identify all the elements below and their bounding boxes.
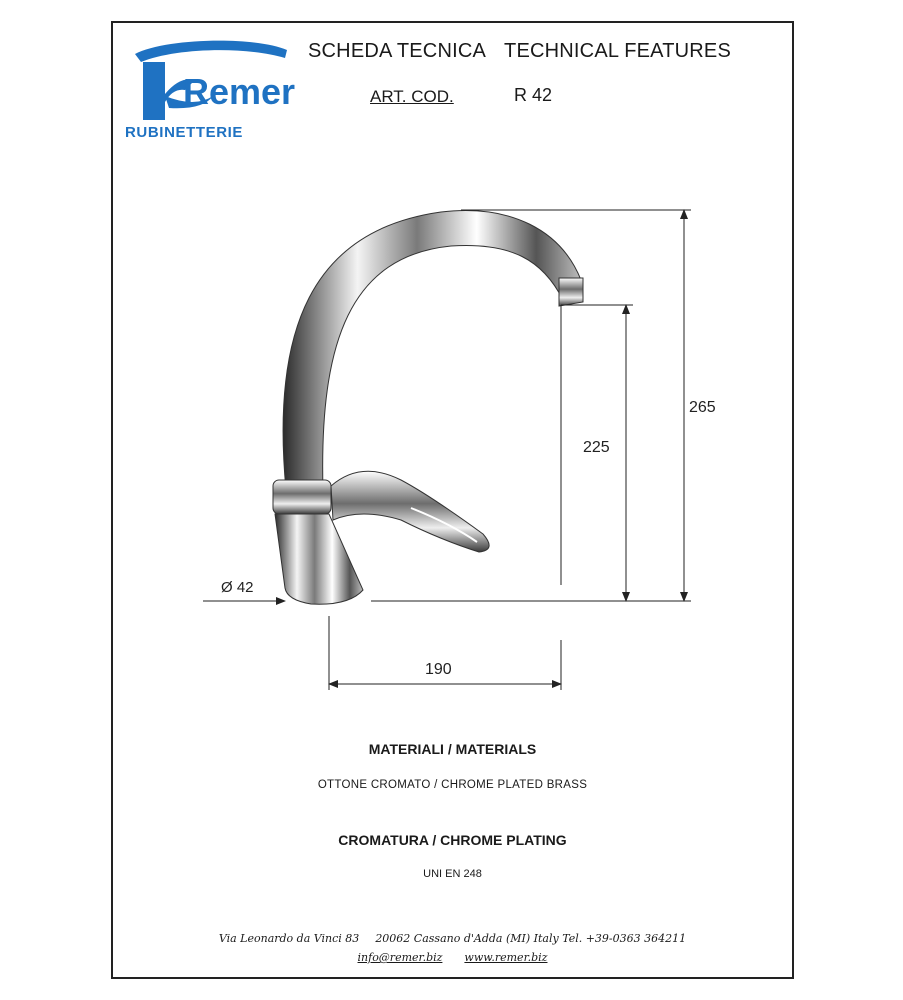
dim-total-height: 265 (689, 399, 716, 416)
footer-contacts (111, 951, 794, 964)
plating-value: UNI EN 248 (423, 868, 482, 880)
article-code-value: R 42 (514, 85, 553, 105)
footer-address (111, 932, 794, 945)
dimension-lines (203, 210, 691, 690)
dim-reach: 190 (425, 661, 452, 678)
title-italian: SCHEDA TECNICA (308, 40, 487, 62)
faucet-technical-drawing (111, 190, 794, 710)
materials-value: OTTONE CROMATO / CHROME PLATED BRASS (317, 779, 588, 791)
email-link[interactable]: info@remer.biz (357, 951, 443, 964)
brand-name: Remer (183, 71, 295, 112)
dim-spout-height: 225 (583, 439, 610, 456)
street-address: Via Leonardo da Vinci 83 (218, 932, 360, 945)
website-link[interactable]: www.remer.biz (464, 951, 548, 964)
materials-heading: MATERIALI / MATERIALS (368, 741, 537, 757)
faucet-illustration (273, 211, 583, 605)
dim-diameter: Ø 42 (221, 579, 254, 596)
title-english: TECHNICAL FEATURES (504, 40, 731, 62)
page-title (308, 40, 731, 63)
city-and-phone: 20062 Cassano d'Adda (MI) Italy Tel. +39-0363 364211 (375, 932, 687, 945)
brand-subtitle: RUBINETTERIE (125, 124, 244, 141)
article-code-label: ART. COD. (370, 87, 454, 106)
plating-heading: CROMATURA / CHROME PLATING (338, 832, 567, 848)
